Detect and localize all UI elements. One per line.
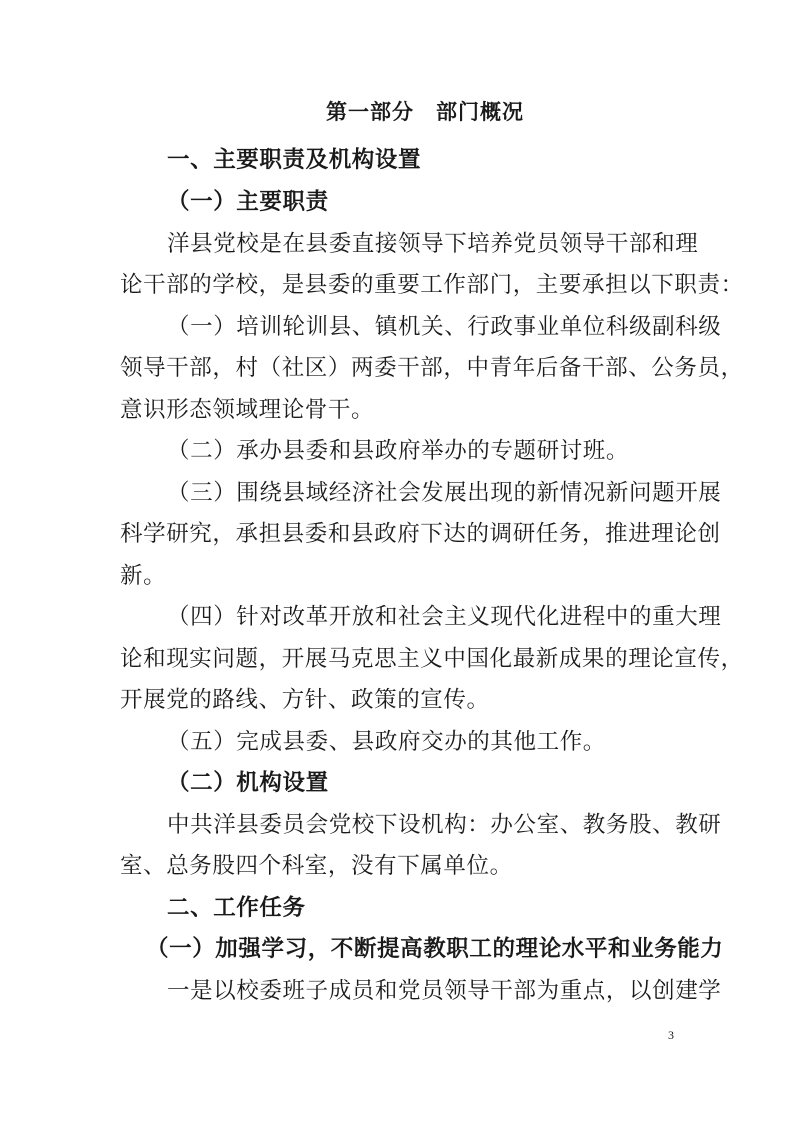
paragraph-line: 洋县党校是在县委直接领导下培养党员领导干部和理 <box>167 231 699 257</box>
duty-item-3-line: 科学研究，承担县委和县政府下达的调研任务，推进理论创 <box>120 521 721 547</box>
paragraph-line: 一是以校委班子成员和党员领导干部为重点，以创建学 <box>167 978 722 1004</box>
section-heading-1: 一、主要职责及机构设置 <box>167 147 422 173</box>
subsection-heading-organization: （二）机构设置 <box>167 770 329 796</box>
duty-item-1-line: 意识形态领域理论骨干。 <box>120 397 375 423</box>
duty-item-1-line: 领导干部，村（社区）两委干部，中青年后备干部、公务员， <box>120 355 744 381</box>
subsection-heading-duties: （一）主要职责 <box>167 189 329 215</box>
duty-item-4-line: 论和现实问题，开展马克思主义中国化最新成果的理论宣传， <box>120 646 744 672</box>
paragraph-line: 论干部的学校，是县委的重要工作部门，主要承担以下职责： <box>120 272 744 298</box>
duty-item-5-line: （五）完成县委、县政府交办的其他工作。 <box>167 729 606 755</box>
subsection-heading-study: （一）加强学习，不断提高教职工的理论水平和业务能力 <box>146 936 724 962</box>
duty-item-4-line: 开展党的路线、方针、政策的宣传。 <box>120 687 490 713</box>
duty-item-1-line: （一）培训轮训县、镇机关、行政事业单位科级副科级 <box>167 314 722 340</box>
section-heading-2: 二、工作任务 <box>167 895 306 921</box>
paragraph-line: 中共洋县委员会党校下设机构：办公室、教务股、教研 <box>167 812 722 838</box>
page-title: 第一部分 部门概况 <box>326 100 524 124</box>
duty-item-2-line: （二）承办县委和县政府举办的专题研讨班。 <box>167 438 630 464</box>
duty-item-3-line: （三）围绕县域经济社会发展出现的新情况新问题开展 <box>167 480 722 506</box>
page-number: 3 <box>668 1028 674 1042</box>
paragraph-line: 室、总务股四个科室，没有下属单位。 <box>120 853 513 879</box>
duty-item-4-line: （四）针对改革开放和社会主义现代化进程中的重大理 <box>167 604 722 630</box>
duty-item-3-line: 新。 <box>120 563 167 589</box>
